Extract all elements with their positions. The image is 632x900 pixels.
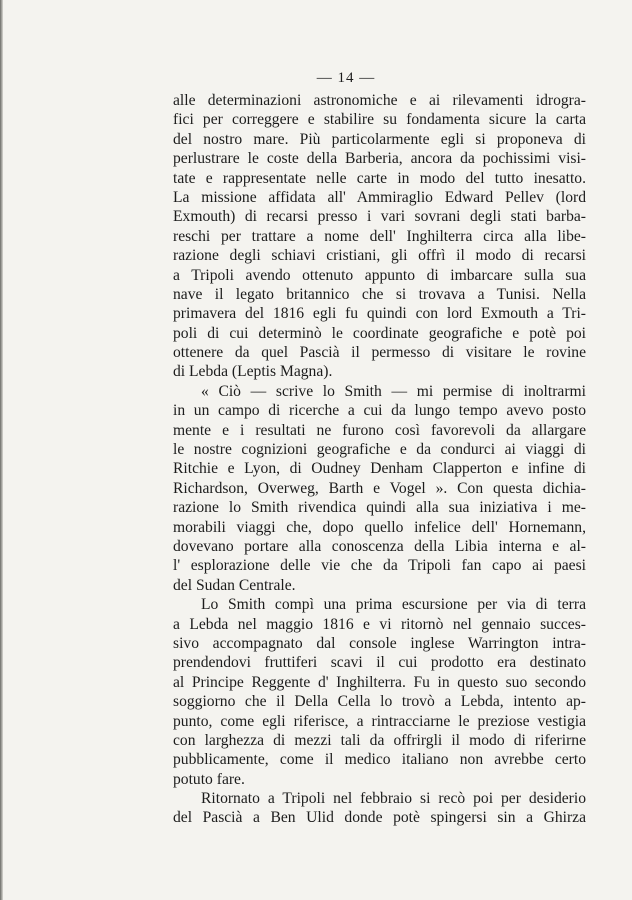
text-line: l' esplorazione delle vie che da Tripoli fan capo ai paesi — [173, 557, 586, 575]
text-line: sivo accompagnato dal console inglese Warrington intra- — [173, 634, 586, 652]
body-text — [173, 91, 586, 828]
page-number: — 14 — — [316, 70, 376, 86]
text-line: a Lebda nel maggio 1816 e vi ritornò nel gennaio succes- — [173, 615, 586, 633]
text-line: Richardson, Overweg, Barth e Vogel ». Con questa dichia- — [173, 479, 586, 497]
text-line: fici per correggere e stabilire su fondamenta sicure la carta — [173, 111, 586, 129]
text-line: razione lo Smith rivendica quindi alla sua iniziativa i me- — [173, 499, 586, 517]
text-line: Ritchie e Lyon, di Oudney Denham Clapperton e infine di — [173, 460, 586, 478]
text-line: del nostro mare. Più particolarmente egli si proponeva di — [173, 130, 586, 148]
page-edge — [0, 0, 3, 900]
text-line: punto, come egli riferisce, a rintracciarne le preziose vestigia — [173, 712, 586, 730]
text-line: morabili viaggi che, dopo quello infelice dell' Hornemann, — [173, 518, 586, 536]
text-line: del Sudan Centrale. — [173, 576, 296, 594]
text-line: La missione affidata all' Ammiraglio Edward Pellev (lord — [173, 188, 586, 206]
text-line: Lo Smith compì una prima escursione per via di terra — [201, 596, 586, 614]
text-line: alle determinazioni astronomiche e ai rilevamenti idrogra- — [173, 92, 586, 109]
text-line: del Pascià a Ben Ulid donde potè spingersi sin a Ghirza — [173, 809, 586, 827]
text-line: al Principe Reggente d' Inghilterra. Fu in questo suo secondo — [173, 673, 586, 691]
text-line: le nostre cognizioni geografiche e da condurci ai viaggi di — [173, 441, 586, 459]
paragraph — [173, 595, 586, 789]
text-line: dovevano portare alla conoscenza della Libia interna e al- — [173, 537, 586, 555]
text-line: « Ciò — scrive lo Smith — mi permise di inoltrarmi — [201, 382, 586, 400]
paragraph — [173, 382, 586, 595]
paragraph — [173, 789, 586, 828]
text-line: mente e i resultati ne furono così favorevoli da allargare — [173, 421, 586, 439]
text-line: ottenere da quel Pascià il permesso di visitare le rovine — [173, 344, 586, 362]
text-line: in un campo di ricerche a cui da lungo tempo avevo posto — [173, 402, 586, 420]
text-line: Exmouth) di recarsi presso i vari sovrani degli stati barba- — [173, 208, 586, 226]
paragraph — [173, 91, 586, 382]
text-line: con larghezza di mezzi tali da offrirgli il modo di riferirne — [173, 731, 586, 749]
text-line: nave il legato britannico che si trovava a Tunisi. Nella — [173, 285, 586, 303]
text-line: perlustrare le coste della Barberia, ancora da pochissimi visi- — [173, 150, 586, 168]
text-line: poli di cui determinò le coordinate geografiche e potè poi — [173, 324, 586, 342]
text-line: prendendovi fruttiferi scavi il cui prodotto era destinato — [173, 654, 586, 672]
text-line: soggiorno che il Della Cella lo trovò a Lebda, intento ap- — [173, 693, 586, 711]
text-line: pubblicamente, come il medico italiano non avrebbe certo — [173, 751, 586, 769]
text-line: razione degli schiavi cristiani, gli offrì il modo di recarsi — [173, 247, 586, 265]
text-line: a Tripoli avendo ottenuto appunto di imbarcare sulla sua — [173, 266, 586, 284]
text-line: tate e rappresentate nelle carte in modo del tutto inesatto. — [173, 169, 586, 187]
text-line: primavera del 1816 egli fu quindi con lord Exmouth a Tri- — [173, 305, 586, 323]
text-line: Ritornato a Tripoli nel febbraio si recò poi per desiderio — [201, 790, 586, 808]
text-line: potuto fare. — [173, 770, 245, 788]
text-line: reschi per trattare a nome dell' Inghilterra circa alla libe- — [173, 227, 586, 245]
text-line: di Lebda (Leptis Magna). — [173, 363, 333, 381]
